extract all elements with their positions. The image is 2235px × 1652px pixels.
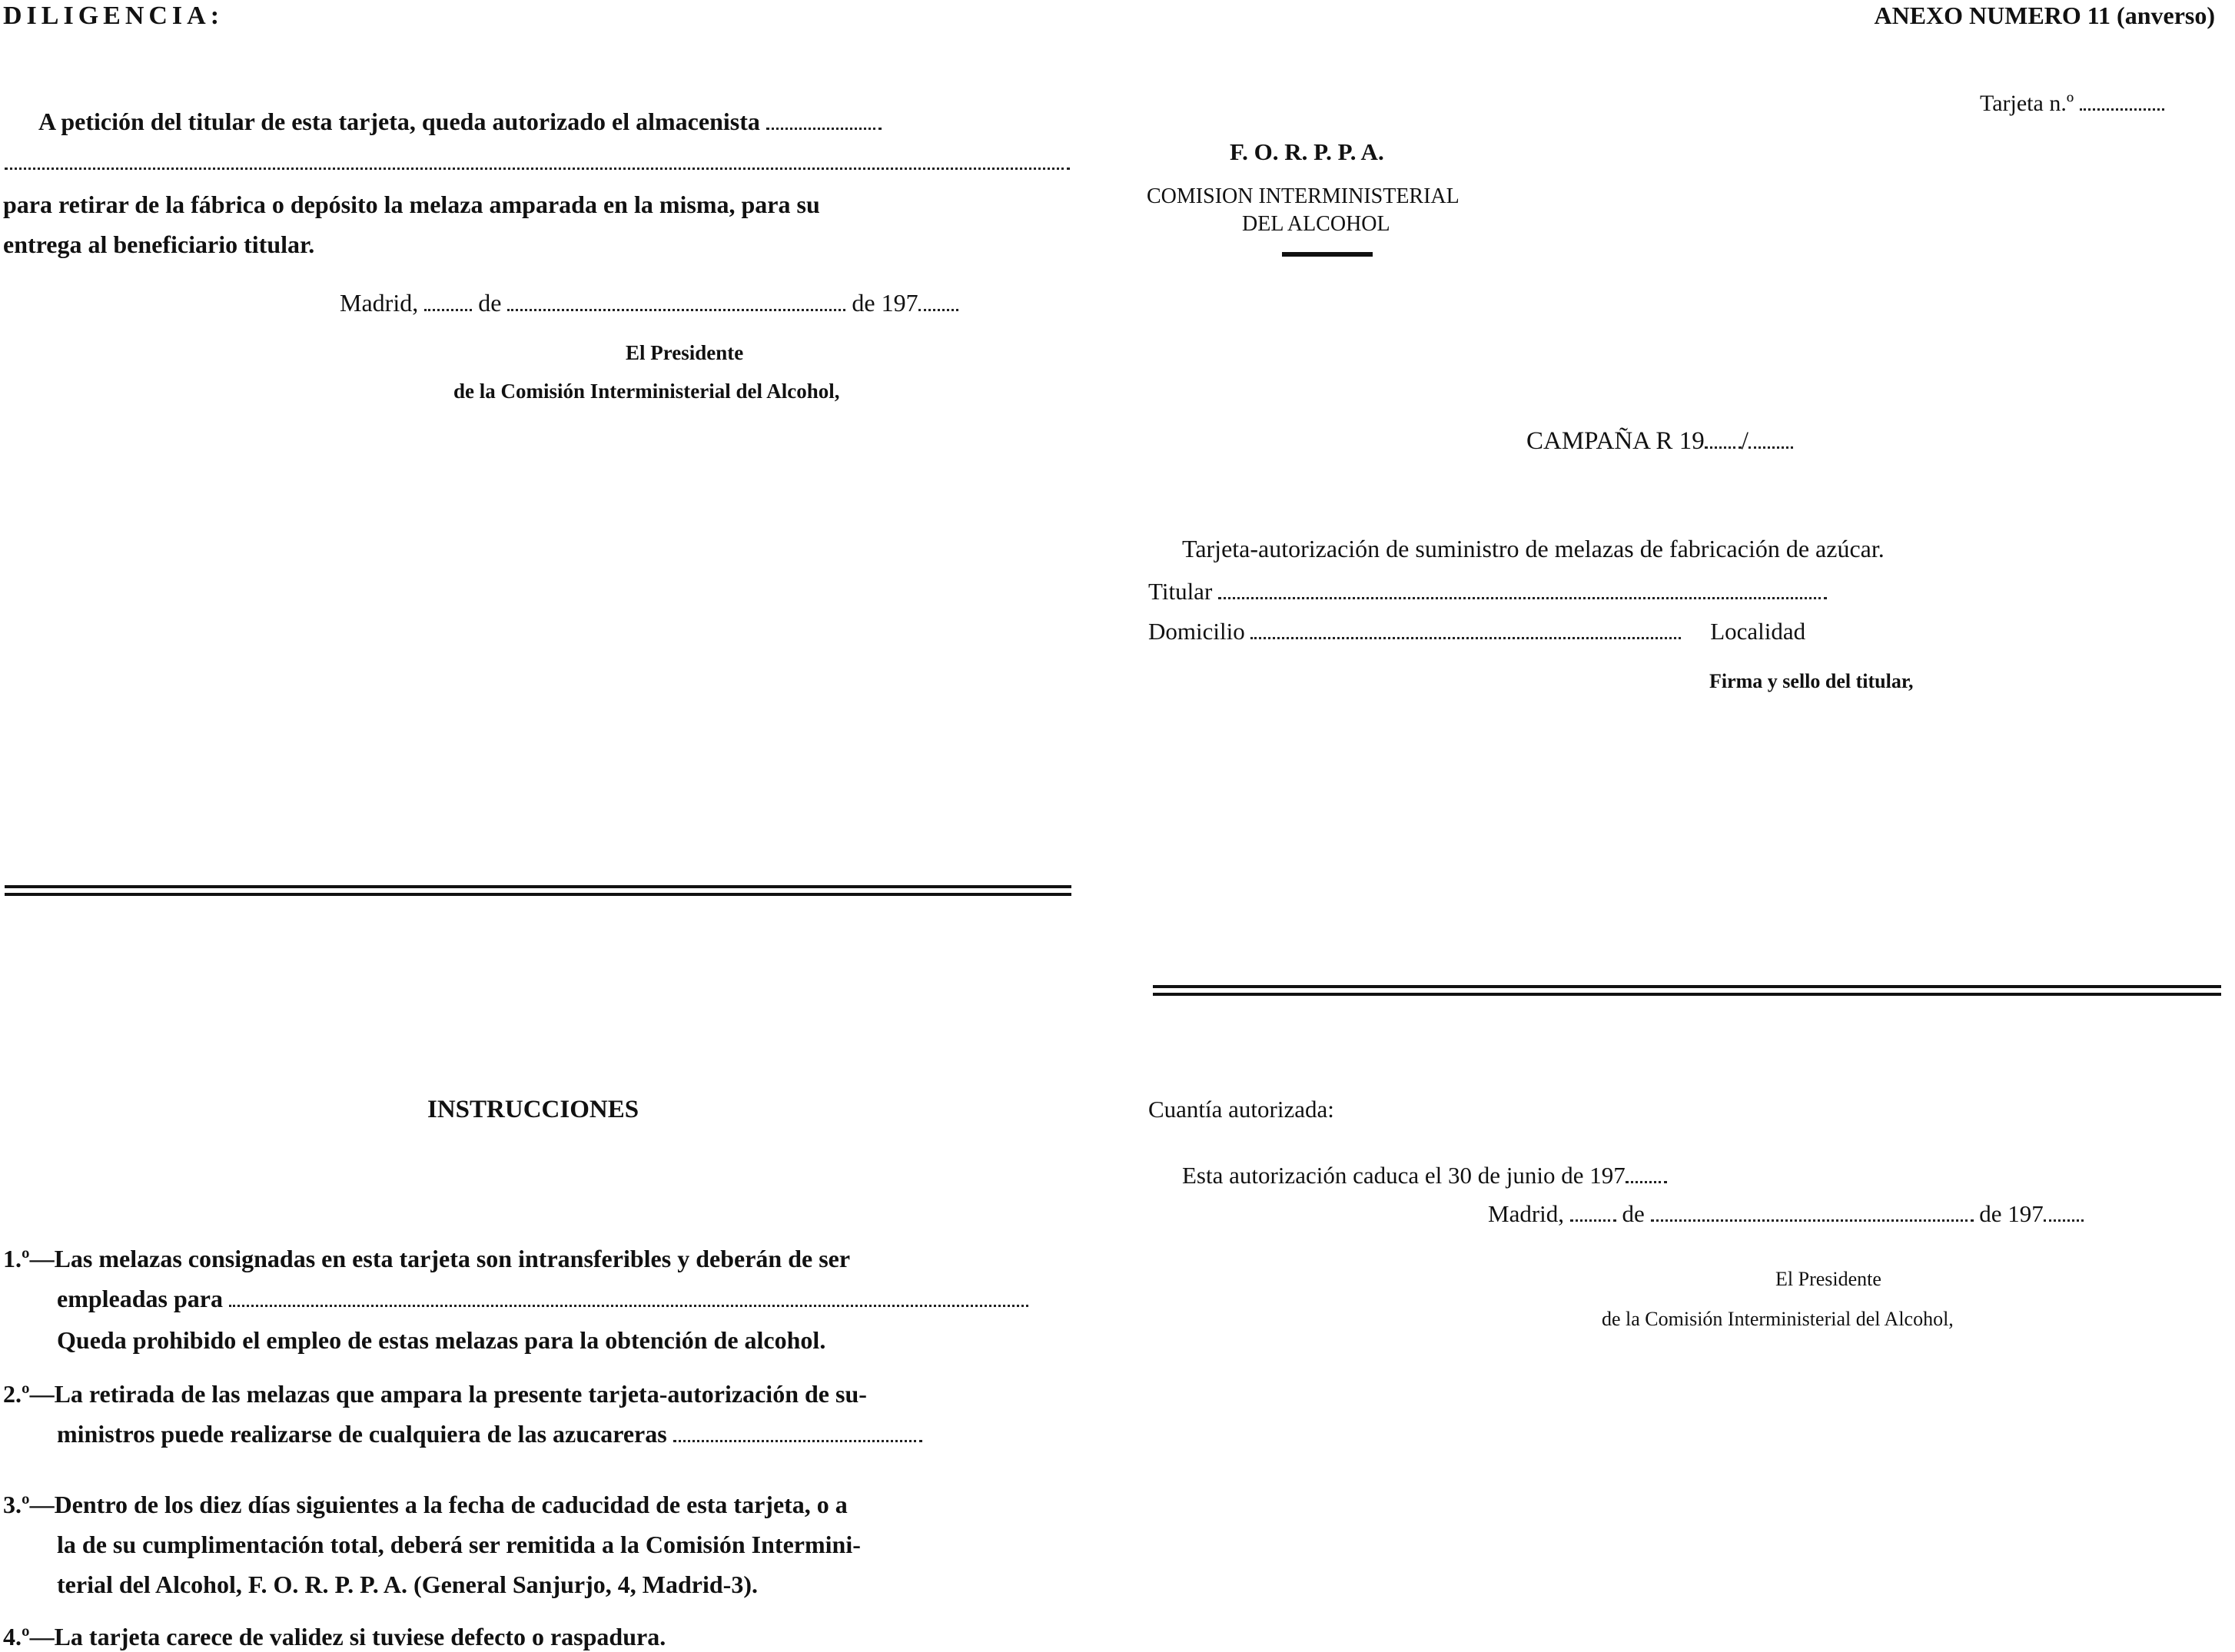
instruction-1-line-1 xyxy=(3,1246,850,1271)
diligencia-date-line xyxy=(340,290,958,315)
expiry-line xyxy=(1182,1163,1667,1187)
card-number-blank xyxy=(2080,108,2164,111)
de-label: de xyxy=(478,289,502,317)
cuantia-de-label: de xyxy=(1622,1200,1645,1227)
card-number-label: Tarjeta n.º xyxy=(1980,91,2074,116)
almacenista-name-blank xyxy=(5,168,1070,170)
campaign-line xyxy=(1526,429,1793,454)
forppa-acronym: F. O. R. P. P. A. xyxy=(1230,138,1384,165)
instruction-1-text-a: Las melazas consignadas en esta tarjeta son intransferibles y deberán de ser xyxy=(54,1245,851,1272)
uso-blank xyxy=(229,1305,1028,1307)
annex-number: ANEXO NUMERO 11 (anverso) xyxy=(1874,2,2215,29)
authorized-amount-label: Cuantía autorizada: xyxy=(1148,1096,1334,1123)
instruction-2-number: 2.º— xyxy=(3,1380,55,1408)
azucareras-blank xyxy=(673,1440,922,1442)
cuantia-date-line xyxy=(1488,1202,2084,1226)
cuantia-president-title: El Presidente xyxy=(1775,1268,1881,1290)
instruction-1-text-b: empleadas para xyxy=(57,1285,223,1312)
madrid-label: Madrid, xyxy=(340,289,419,317)
cuantia-year-prefix: de 197 xyxy=(1979,1200,2044,1227)
instruction-3-text-a: Dentro de los diez días siguientes a la fecha de caducidad de esta tarjeta, o a xyxy=(54,1491,848,1518)
instruction-3-line-1 xyxy=(3,1492,848,1517)
instruction-4-number: 4.º— xyxy=(3,1623,55,1650)
cuantia-day-blank xyxy=(1570,1219,1616,1222)
titular-blank xyxy=(1218,597,1827,599)
cuantia-president-commission: de la Comisión Interministerial del Alcohol, xyxy=(1602,1308,1954,1330)
diligencia-line-1 xyxy=(38,109,882,134)
president-commission: de la Comisión Interministerial del Alcohol, xyxy=(453,380,840,403)
instruction-3-number: 3.º— xyxy=(3,1491,55,1518)
cuantia-madrid-label: Madrid, xyxy=(1488,1200,1565,1227)
instruction-2-text-b: ministros puede realizarse de cualquiera de las azucareras xyxy=(57,1420,667,1448)
instruction-2-text-a: La retirada de las melazas que ampara la presente tarjeta-autorización de su- xyxy=(54,1380,867,1408)
card-title: Tarjeta-autorización de suministro de melazas de fabricación de azúcar. xyxy=(1182,535,1885,562)
instruction-3-line-3: terial del Alcohol, F. O. R. P. P. A. (General Sanjurjo, 4, Madrid-3). xyxy=(57,1571,758,1598)
instruction-4-text-a: La tarjeta carece de validez si tuviese defecto o raspadura. xyxy=(54,1623,666,1650)
cuantia-month-blank xyxy=(1651,1219,1974,1222)
campaign-year2-blank xyxy=(1748,446,1793,449)
campaign-year-blank xyxy=(1705,446,1742,449)
signature-seal-caption: Firma y sello del titular, xyxy=(1709,670,1914,692)
year-blank xyxy=(918,309,958,311)
instructions-heading: INSTRUCCIONES xyxy=(427,1096,639,1123)
domicilio-line xyxy=(1148,619,1805,643)
campaign-separator: / xyxy=(1741,427,1748,455)
fold-rule-right xyxy=(1153,985,2221,988)
day-blank xyxy=(424,309,472,311)
commission-name-2: DEL ALCOHOL xyxy=(1242,212,1390,236)
card-number-line xyxy=(1980,92,2164,115)
instruction-2-line-2 xyxy=(57,1421,922,1446)
diligencia-line-3: entrega al beneficiario titular. xyxy=(3,231,315,258)
fold-rule-left xyxy=(5,885,1071,888)
campaign-label: CAMPAÑA R 19 xyxy=(1526,427,1705,455)
instruction-3-line-2: la de su cumplimentación total, deberá ser remitida a la Comisión Intermini- xyxy=(57,1531,861,1558)
domicilio-blank xyxy=(1250,637,1681,639)
almacenista-blank xyxy=(766,128,882,130)
president-title: El Presidente xyxy=(626,341,744,364)
cuantia-year-blank xyxy=(2044,1219,2084,1222)
titular-label: Titular xyxy=(1148,578,1213,605)
diligencia-heading: DILIGENCIA: xyxy=(3,2,224,30)
instruction-1-line-3: Queda prohibido el empleo de estas melazas para la obtención de alcohol. xyxy=(57,1326,826,1354)
diligencia-line-2: para retirar de la fábrica o depósito la melaza amparada en la misma, para su xyxy=(3,191,820,218)
commission-name-1: COMISION INTERMINISTERIAL xyxy=(1147,184,1460,208)
year-prefix: de 197 xyxy=(852,289,918,317)
localidad-label: Localidad xyxy=(1710,618,1806,645)
instruction-4-line-1 xyxy=(3,1624,666,1649)
org-underline xyxy=(1282,252,1373,257)
instruction-2-line-1 xyxy=(3,1382,867,1406)
titular-line xyxy=(1148,579,1827,603)
expiry-text: Esta autorización caduca el 30 de junio de 197 xyxy=(1182,1162,1626,1189)
month-blank xyxy=(507,309,845,311)
instruction-1-number: 1.º— xyxy=(3,1245,55,1272)
expiry-year-blank xyxy=(1626,1181,1667,1183)
instruction-1-line-2 xyxy=(57,1286,1028,1311)
diligencia-line-1-text: A petición del titular de esta tarjeta, queda autorizado el almacenista xyxy=(38,108,760,135)
diligencia-paragraph xyxy=(3,184,1071,224)
domicilio-label: Domicilio xyxy=(1148,618,1245,645)
